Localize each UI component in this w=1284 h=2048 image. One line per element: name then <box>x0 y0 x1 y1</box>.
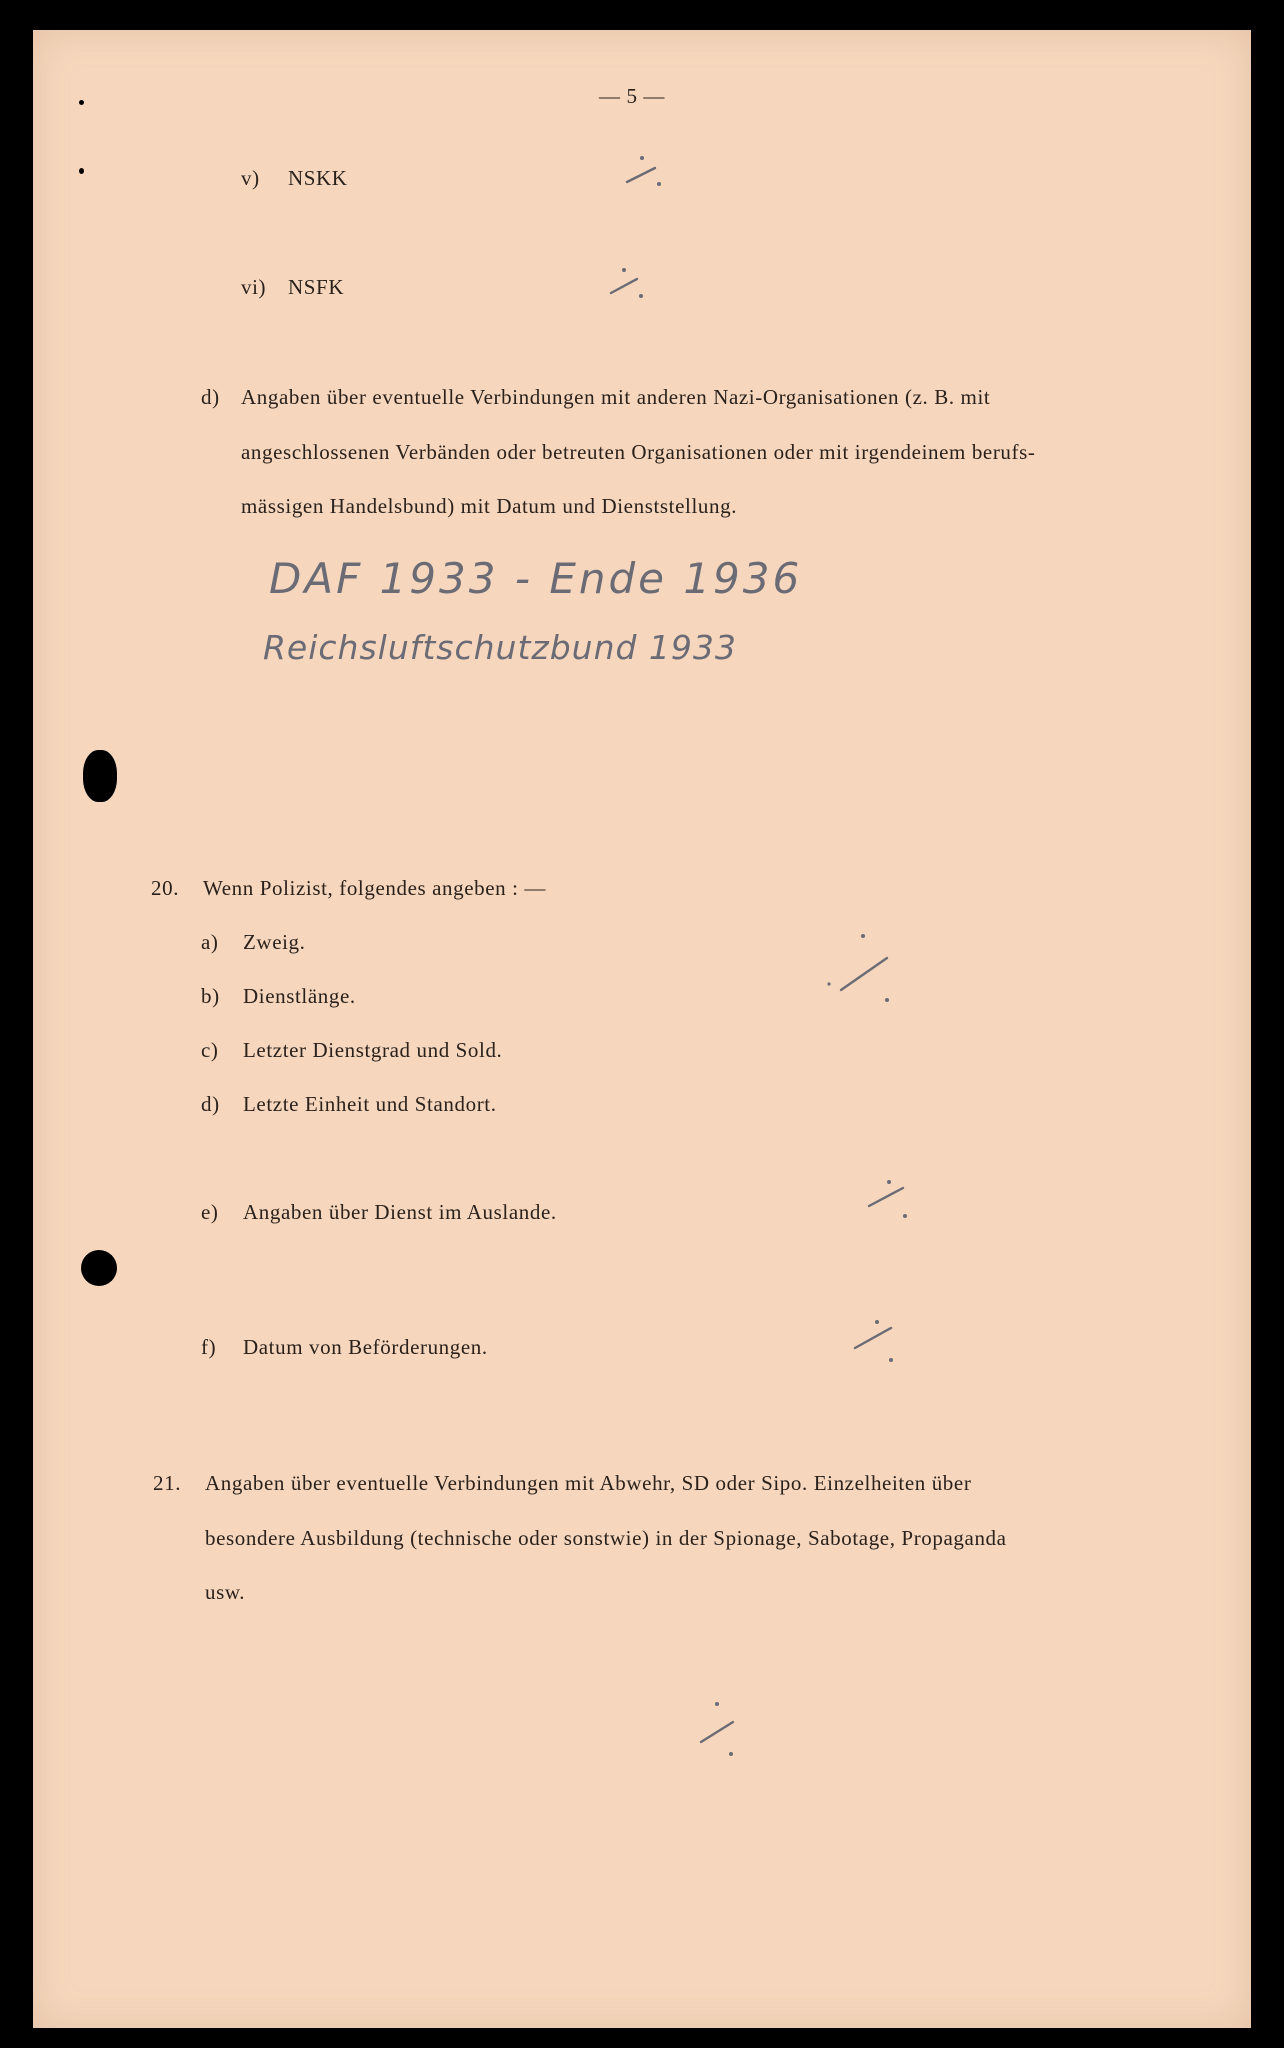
q20-item-label: d) <box>201 1092 220 1116</box>
document-page <box>33 30 1251 2028</box>
question-21-line-2: besondere Ausbildung (technische oder sonstwie) in der Spionage, Sabotage, Propaganda <box>205 1526 1007 1550</box>
q20-item-text: Zweig. <box>243 930 306 954</box>
q20-item-text: Dienstlänge. <box>243 984 356 1008</box>
punch-hole <box>83 750 117 802</box>
item-d-label: d) <box>201 385 220 409</box>
q20-item-label: f) <box>201 1335 217 1359</box>
question-20-number: 20. <box>151 876 180 900</box>
cancel-mark-icon <box>603 263 653 313</box>
item-d-line-2: angeschlossenen Verbänden oder betreuten Organisationen oder mit irgendeinem berufs- <box>241 440 1036 464</box>
item-d-line-3: mässigen Handelsbund) mit Datum und Dienststellung. <box>241 494 738 518</box>
q20-item-label: e) <box>201 1200 219 1224</box>
cancel-mark-icon <box>619 148 669 198</box>
question-20-text: Wenn Polizist, folgendes angeben : — <box>203 876 547 900</box>
item-d-line-1: Angaben über eventuelle Verbindungen mit anderen Nazi-Organisationen (z. B. mit <box>241 385 991 409</box>
ink-speck <box>79 100 84 105</box>
q20-item-text: Angaben über Dienst im Auslande. <box>243 1200 557 1224</box>
question-21-number: 21. <box>153 1471 182 1495</box>
item-v-text: NSKK <box>288 166 348 190</box>
page-number: — 5 — <box>599 84 665 108</box>
item-vi-label: vi) <box>241 275 267 299</box>
punch-hole <box>81 1250 117 1286</box>
ink-speck <box>79 168 84 174</box>
item-vi-text: NSFK <box>288 275 345 299</box>
cancel-mark-icon <box>845 1286 905 1366</box>
q20-item-label: b) <box>201 984 220 1008</box>
handwritten-entry-daf: DAF 1933 - Ende 1936 <box>269 554 803 603</box>
q20-item-text: Datum von Beförderungen. <box>243 1335 488 1359</box>
q20-item-text: Letzte Einheit und Standort. <box>243 1092 497 1116</box>
q20-item-label: c) <box>201 1038 219 1062</box>
question-21-line-1: Angaben über eventuelle Verbindungen mit Abwehr, SD oder Sipo. Einzelheiten über <box>205 1471 972 1495</box>
cancel-mark-icon <box>821 928 901 1038</box>
cancel-mark-icon <box>685 1670 755 1760</box>
question-21-line-3: usw. <box>205 1580 246 1604</box>
cancel-mark-icon <box>859 1148 919 1228</box>
handwritten-entry-rlb: Reichsluftschutzbund 1933 <box>263 628 737 667</box>
item-v-label: v) <box>241 166 260 190</box>
q20-item-label: a) <box>201 930 219 954</box>
q20-item-text: Letzter Dienstgrad und Sold. <box>243 1038 503 1062</box>
